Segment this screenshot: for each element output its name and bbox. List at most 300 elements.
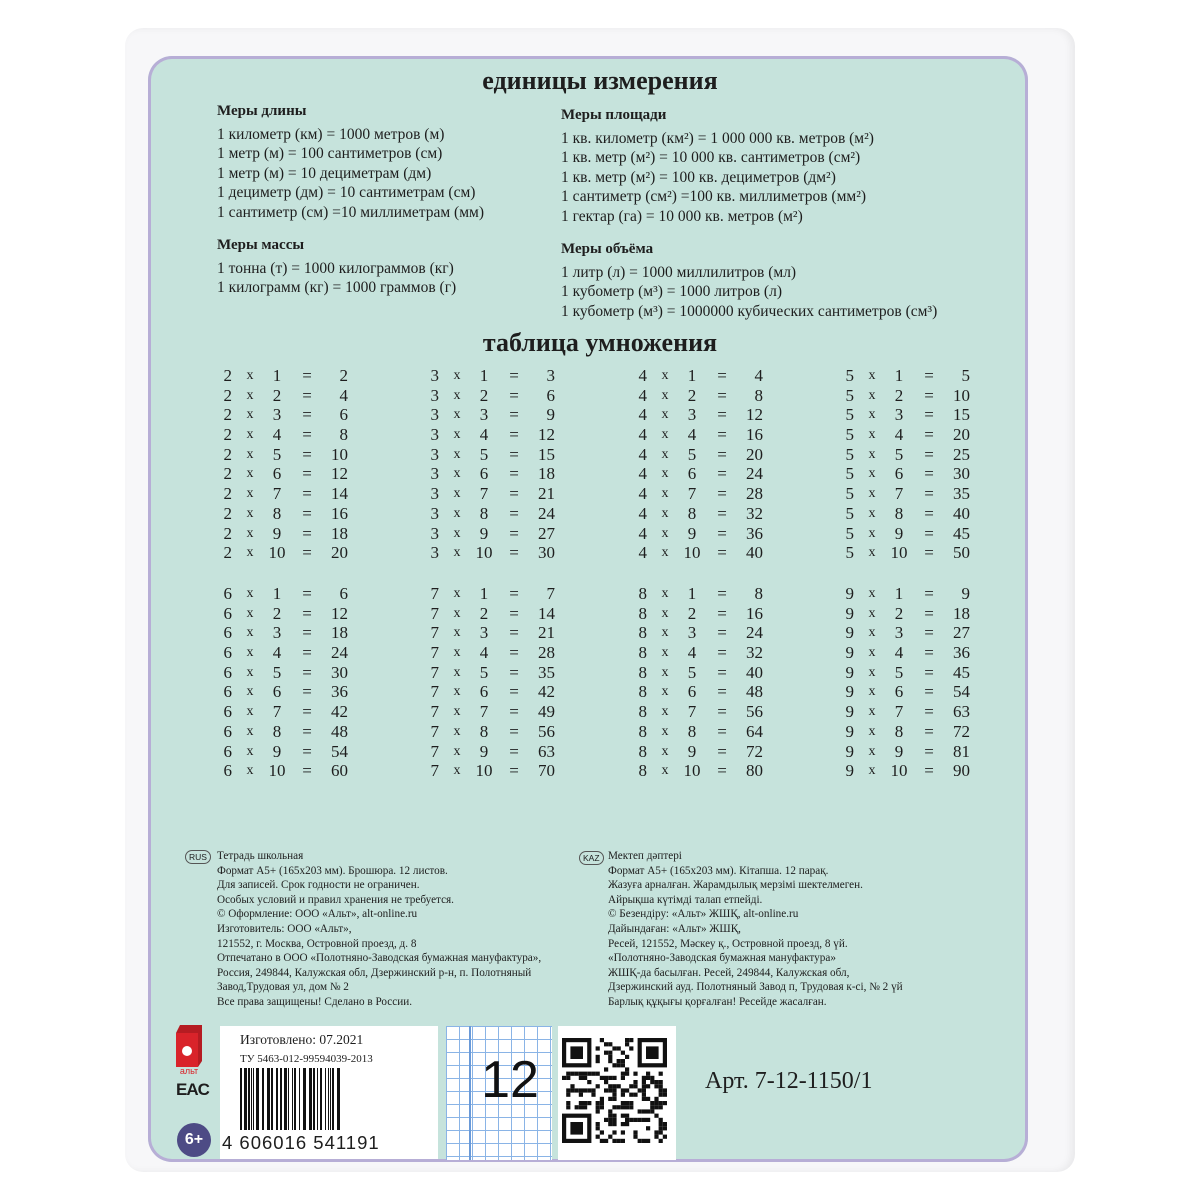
mult-operator: x [246, 427, 254, 443]
units-line: 1 километр (км) = 1000 метров (м) [217, 125, 445, 143]
mult-factor: 3 [430, 523, 439, 543]
mult-factor: 7 [430, 741, 439, 761]
mult-equals: = [924, 741, 934, 761]
mult-equals: = [717, 603, 727, 623]
mult-multiplier: 7 [479, 484, 489, 504]
mult-result: 8 [339, 425, 348, 445]
mult-operator: x [453, 427, 461, 443]
mult-operator: x [868, 387, 876, 403]
mult-result: 25 [953, 444, 970, 464]
mult-result: 15 [538, 444, 555, 464]
mult-factor: 2 [223, 444, 232, 464]
mult-result: 21 [538, 484, 555, 504]
mult-operator: x [868, 446, 876, 462]
mult-operator: x [661, 486, 669, 502]
mult-equals: = [924, 761, 934, 781]
mult-row [425, 604, 565, 624]
mult-row [425, 405, 565, 425]
mult-result: 36 [746, 523, 763, 543]
mult-multiplier: 3 [687, 623, 697, 643]
mult-factor: 2 [223, 425, 232, 445]
mult-operator: x [868, 645, 876, 661]
mult-multiplier: 1 [272, 366, 282, 385]
mult-result: 14 [331, 484, 348, 504]
mult-operator: x [661, 545, 669, 561]
mult-operator: x [453, 407, 461, 423]
mult-row [633, 722, 773, 742]
mult-operator: x [453, 723, 461, 739]
mult-operator: x [868, 427, 876, 443]
mult-result: 40 [953, 503, 970, 523]
mult-row [840, 623, 980, 643]
mult-equals: = [302, 366, 312, 385]
info-line: Россия, 249844, Калужская обл, Дзержинский р-н, п. Полотняный [217, 966, 532, 979]
mult-row [633, 464, 773, 484]
mult-operator: x [868, 368, 876, 383]
mult-multiplier: 6 [687, 682, 697, 702]
mult-equals: = [717, 682, 727, 702]
mult-multiplier: 5 [272, 662, 282, 682]
mult-equals: = [717, 484, 727, 504]
mult-result: 28 [746, 484, 763, 504]
mult-equals: = [509, 702, 519, 722]
mult-result: 45 [953, 523, 970, 543]
mult-equals: = [924, 464, 934, 484]
mult-row [218, 445, 358, 465]
mult-operator: x [453, 645, 461, 661]
mult-multiplier: 4 [479, 643, 489, 663]
mult-factor: 7 [430, 603, 439, 623]
lang-tag-rus: RUS [185, 850, 211, 864]
mult-multiplier: 5 [479, 662, 489, 682]
info-line: Айрықша күтімді талап етпейді. [608, 893, 763, 906]
mult-factor: 6 [223, 623, 232, 643]
mult-operator: x [246, 704, 254, 720]
mult-operator: x [453, 605, 461, 621]
mult-factor: 9 [845, 662, 854, 682]
mult-operator: x [661, 407, 669, 423]
barcode-number: 4 606016 541191 [222, 1132, 380, 1153]
mult-row [633, 584, 773, 604]
mult-multiplier: 10 [683, 761, 701, 781]
mult-factor: 4 [638, 425, 647, 445]
mult-multiplier: 6 [479, 464, 489, 484]
mult-block-9 [840, 584, 980, 781]
mult-factor: 4 [638, 484, 647, 504]
mult-result: 35 [538, 662, 555, 682]
mult-block-5 [840, 366, 980, 563]
info-line: Изготовитель: ООО «Альт», [217, 922, 352, 935]
mult-multiplier: 7 [479, 702, 489, 722]
mult-equals: = [924, 366, 934, 385]
mult-result: 18 [331, 623, 348, 643]
mult-block-2 [218, 366, 358, 563]
mult-result: 9 [546, 405, 555, 425]
mult-equals: = [509, 543, 519, 563]
mult-row [840, 425, 980, 445]
mult-operator: x [246, 743, 254, 759]
mult-operator: x [246, 625, 254, 641]
mult-operator: x [868, 466, 876, 482]
mult-result: 48 [746, 682, 763, 702]
mult-operator: x [868, 586, 876, 601]
mult-multiplier: 7 [272, 702, 282, 722]
mult-operator: x [868, 743, 876, 759]
mult-factor: 3 [430, 444, 439, 464]
mult-result: 24 [331, 643, 348, 663]
units-line: 1 литр (л) = 1000 миллилитров (мл) [561, 263, 797, 281]
mult-multiplier: 6 [894, 464, 904, 484]
mult-factor: 8 [638, 682, 647, 702]
units-line: 1 сантиметр (см) =10 миллиметрам (мм) [217, 203, 484, 221]
mult-operator: x [868, 625, 876, 641]
units-line: 1 кубометр (м³) = 1000000 кубических сантиметров (см³) [561, 302, 938, 320]
units-line: 1 метр (м) = 10 дециметрам (дм) [217, 164, 432, 182]
mult-multiplier: 7 [272, 484, 282, 504]
mult-operator: x [246, 545, 254, 561]
mult-result: 12 [538, 425, 555, 445]
mult-operator: x [868, 763, 876, 779]
mult-result: 7 [546, 584, 555, 603]
multiplication-title: таблица умножения [482, 328, 718, 357]
mult-equals: = [302, 682, 312, 702]
info-line: Отпечатано в ООО «Полотняно-Заводская бумажная мануфактура», [217, 952, 542, 965]
mult-equals: = [717, 721, 727, 741]
mult-equals: = [924, 662, 934, 682]
info-line: Мектеп дәптері [608, 850, 682, 862]
mult-factor: 2 [223, 503, 232, 523]
mult-operator: x [453, 446, 461, 462]
mult-result: 16 [746, 603, 763, 623]
mult-multiplier: 4 [272, 425, 282, 445]
mult-factor: 8 [638, 761, 647, 781]
mult-equals: = [924, 425, 934, 445]
mult-multiplier: 5 [894, 662, 904, 682]
mult-row [218, 405, 358, 425]
units-line: 1 тонна (т) = 1000 килограммов (кг) [217, 259, 454, 277]
mult-result: 70 [538, 761, 555, 781]
mult-multiplier: 3 [479, 623, 489, 643]
mult-result: 24 [746, 464, 763, 484]
mult-operator: x [453, 664, 461, 680]
mult-multiplier: 10 [268, 761, 286, 781]
mult-result: 42 [331, 702, 348, 722]
mult-result: 35 [953, 484, 970, 504]
mult-operator: x [661, 763, 669, 779]
mult-factor: 9 [845, 603, 854, 623]
mult-factor: 7 [430, 623, 439, 643]
mult-row [218, 425, 358, 445]
mult-result: 20 [331, 543, 348, 563]
units-line: 1 кв. километр (км²) = 1 000 000 кв. метров (м²) [561, 129, 874, 147]
mult-multiplier: 1 [687, 366, 697, 385]
mult-result: 21 [538, 623, 555, 643]
mult-result: 42 [538, 682, 555, 702]
info-line: Формат А5+ (165х203 мм). Брошюра. 12 листов. [217, 864, 448, 877]
mult-result: 18 [538, 464, 555, 484]
mult-equals: = [302, 662, 312, 682]
mult-factor: 5 [845, 444, 854, 464]
mult-factor: 6 [223, 702, 232, 722]
mult-multiplier: 3 [687, 405, 697, 425]
mult-equals: = [302, 741, 312, 761]
mult-row [633, 425, 773, 445]
mult-row [840, 722, 980, 742]
mult-multiplier: 1 [479, 366, 489, 385]
mult-equals: = [717, 425, 727, 445]
info-line: Особых условий и правил хранения не требуется. [217, 893, 454, 906]
mult-row [218, 702, 358, 722]
mult-factor: 5 [845, 543, 854, 563]
mult-multiplier: 5 [894, 444, 904, 464]
mult-equals: = [924, 405, 934, 425]
mult-factor: 8 [638, 721, 647, 741]
eac-mark: EAC [176, 1080, 209, 1099]
mult-multiplier: 9 [479, 523, 489, 543]
mult-multiplier: 4 [894, 643, 904, 663]
mult-operator: x [453, 625, 461, 641]
mult-result: 12 [331, 603, 348, 623]
mult-operator: x [246, 466, 254, 482]
mult-factor: 2 [223, 405, 232, 425]
mult-result: 5 [961, 366, 970, 385]
info-line: © Оформление: ООО «Альт», alt-online.ru [217, 908, 418, 921]
mult-result: 64 [746, 721, 763, 741]
mult-result: 48 [331, 721, 348, 741]
mult-factor: 4 [638, 503, 647, 523]
mult-factor: 7 [430, 721, 439, 741]
mult-row [633, 643, 773, 663]
mult-multiplier: 4 [479, 425, 489, 445]
mult-operator: x [868, 407, 876, 423]
mult-equals: = [302, 761, 312, 781]
mult-multiplier: 2 [687, 603, 697, 623]
mult-result: 9 [961, 584, 970, 603]
mult-equals: = [302, 603, 312, 623]
mult-factor: 7 [430, 702, 439, 722]
mult-result: 6 [339, 405, 348, 425]
mult-multiplier: 6 [272, 682, 282, 702]
mult-row [218, 464, 358, 484]
mult-row [633, 742, 773, 762]
mult-row [840, 702, 980, 722]
mult-equals: = [302, 623, 312, 643]
mult-equals: = [717, 643, 727, 663]
mult-result: 54 [331, 741, 348, 761]
mult-row [840, 584, 980, 604]
mult-equals: = [509, 643, 519, 663]
mult-equals: = [924, 702, 934, 722]
mult-result: 80 [746, 761, 763, 781]
units-group-heading: Меры длины [217, 103, 307, 119]
mult-row [425, 484, 565, 504]
mult-factor: 3 [430, 425, 439, 445]
mult-operator: x [661, 586, 669, 601]
mult-equals: = [509, 444, 519, 464]
mult-row [840, 761, 980, 781]
mult-row [218, 682, 358, 702]
mult-factor: 6 [223, 761, 232, 781]
mult-result: 50 [953, 543, 970, 563]
mult-factor: 6 [223, 643, 232, 663]
mult-operator: x [868, 684, 876, 700]
mult-operator: x [246, 605, 254, 621]
mult-factor: 7 [430, 761, 439, 781]
mult-equals: = [509, 425, 519, 445]
mult-operator: x [246, 723, 254, 739]
mult-factor: 5 [845, 385, 854, 405]
mult-row [218, 663, 358, 683]
mult-multiplier: 5 [687, 662, 697, 682]
mult-multiplier: 8 [479, 503, 489, 523]
mult-factor: 7 [430, 643, 439, 663]
mult-equals: = [509, 366, 519, 385]
mult-operator: x [246, 645, 254, 661]
mult-result: 18 [331, 523, 348, 543]
info-line: Барлық құқығы қорғалған! Ресейде жасалған. [608, 995, 827, 1008]
mult-factor: 7 [430, 662, 439, 682]
mult-row [633, 623, 773, 643]
mult-row [425, 464, 565, 484]
mult-equals: = [302, 543, 312, 563]
units-line: 1 кубометр (м³) = 1000 литров (л) [561, 283, 782, 300]
mult-row [633, 366, 773, 386]
mult-factor: 3 [430, 484, 439, 504]
mult-operator: x [868, 605, 876, 621]
mult-equals: = [924, 603, 934, 623]
mult-equals: = [924, 623, 934, 643]
mult-row [425, 663, 565, 683]
mult-result: 45 [953, 662, 970, 682]
mult-factor: 6 [223, 741, 232, 761]
mult-operator: x [246, 664, 254, 680]
mult-operator: x [453, 545, 461, 561]
mult-operator: x [246, 486, 254, 502]
units-group [561, 106, 937, 226]
mult-operator: x [661, 446, 669, 462]
mult-factor: 3 [430, 503, 439, 523]
mult-equals: = [717, 444, 727, 464]
mult-operator: x [868, 525, 876, 541]
mult-operator: x [661, 645, 669, 661]
sheet-count: 12 [481, 1051, 539, 1109]
units-group [561, 240, 937, 321]
mult-operator: x [246, 505, 254, 521]
mult-row [218, 722, 358, 742]
mult-row [425, 543, 565, 563]
mult-factor: 5 [845, 366, 854, 385]
mult-operator: x [661, 505, 669, 521]
mult-multiplier: 8 [687, 721, 697, 741]
mult-multiplier: 10 [475, 543, 493, 563]
mult-row [218, 386, 358, 406]
mult-operator: x [661, 466, 669, 482]
mult-result: 56 [538, 721, 555, 741]
mult-multiplier: 1 [687, 584, 697, 603]
mult-multiplier: 2 [479, 603, 489, 623]
mult-operator: x [246, 446, 254, 462]
mult-operator: x [453, 684, 461, 700]
info-line: Формат А5+ (165х203 мм). Кітапша. 12 парақ. [608, 864, 829, 877]
alt-logo-icon [176, 1025, 202, 1067]
mult-multiplier: 8 [479, 721, 489, 741]
units-line: 1 дециметр (дм) = 10 сантиметрам (см) [217, 184, 476, 201]
mult-result: 2 [339, 366, 348, 385]
mult-equals: = [717, 464, 727, 484]
units-line: 1 метр (м) = 100 сантиметров (см) [217, 145, 443, 162]
mult-equals: = [717, 503, 727, 523]
mult-equals: = [509, 405, 519, 425]
mult-result: 24 [746, 623, 763, 643]
mult-multiplier: 1 [479, 584, 489, 603]
mult-equals: = [509, 503, 519, 523]
mult-result: 16 [746, 425, 763, 445]
mult-result: 90 [953, 761, 970, 781]
mult-multiplier: 1 [272, 584, 282, 603]
mult-operator: x [868, 664, 876, 680]
mult-operator: x [453, 525, 461, 541]
mult-multiplier: 4 [687, 643, 697, 663]
mult-multiplier: 4 [687, 425, 697, 445]
mult-multiplier: 6 [687, 464, 697, 484]
mult-result: 20 [953, 425, 970, 445]
mult-result: 10 [331, 444, 348, 464]
mult-factor: 6 [223, 662, 232, 682]
mult-equals: = [717, 623, 727, 643]
mult-row [633, 405, 773, 425]
info-line: Для записей. Срок годности не ограничен. [217, 879, 420, 892]
mult-operator: x [868, 704, 876, 720]
mult-result: 4 [754, 366, 763, 385]
mult-equals: = [717, 662, 727, 682]
mult-equals: = [302, 643, 312, 663]
mult-equals: = [509, 721, 519, 741]
mult-result: 30 [953, 464, 970, 484]
mult-multiplier: 7 [894, 484, 904, 504]
barcode-icon [240, 1068, 418, 1130]
mult-row [218, 604, 358, 624]
mult-factor: 7 [430, 584, 439, 603]
mult-equals: = [302, 385, 312, 405]
mult-operator: x [868, 545, 876, 561]
mult-equals: = [509, 603, 519, 623]
mult-factor: 4 [638, 464, 647, 484]
mult-row [425, 761, 565, 781]
mult-multiplier: 10 [475, 761, 493, 781]
mult-multiplier: 2 [894, 385, 904, 405]
mult-row [425, 742, 565, 762]
mult-row [218, 524, 358, 544]
mult-factor: 9 [845, 682, 854, 702]
mult-result: 28 [538, 643, 555, 663]
mult-multiplier: 8 [894, 721, 904, 741]
mult-equals: = [509, 761, 519, 781]
mult-multiplier: 3 [479, 405, 489, 425]
mult-operator: x [246, 368, 254, 383]
mult-operator: x [246, 586, 254, 601]
mult-multiplier: 9 [272, 523, 282, 543]
mult-factor: 8 [638, 662, 647, 682]
mult-result: 72 [746, 741, 763, 761]
mult-factor: 6 [223, 682, 232, 702]
mult-factor: 9 [845, 643, 854, 663]
mult-result: 6 [546, 385, 555, 405]
mult-row [218, 484, 358, 504]
mult-operator: x [246, 525, 254, 541]
manufacture-date: Изготовлено: 07.2021 [240, 1032, 364, 1047]
mult-multiplier: 1 [894, 366, 904, 385]
mult-operator: x [661, 723, 669, 739]
